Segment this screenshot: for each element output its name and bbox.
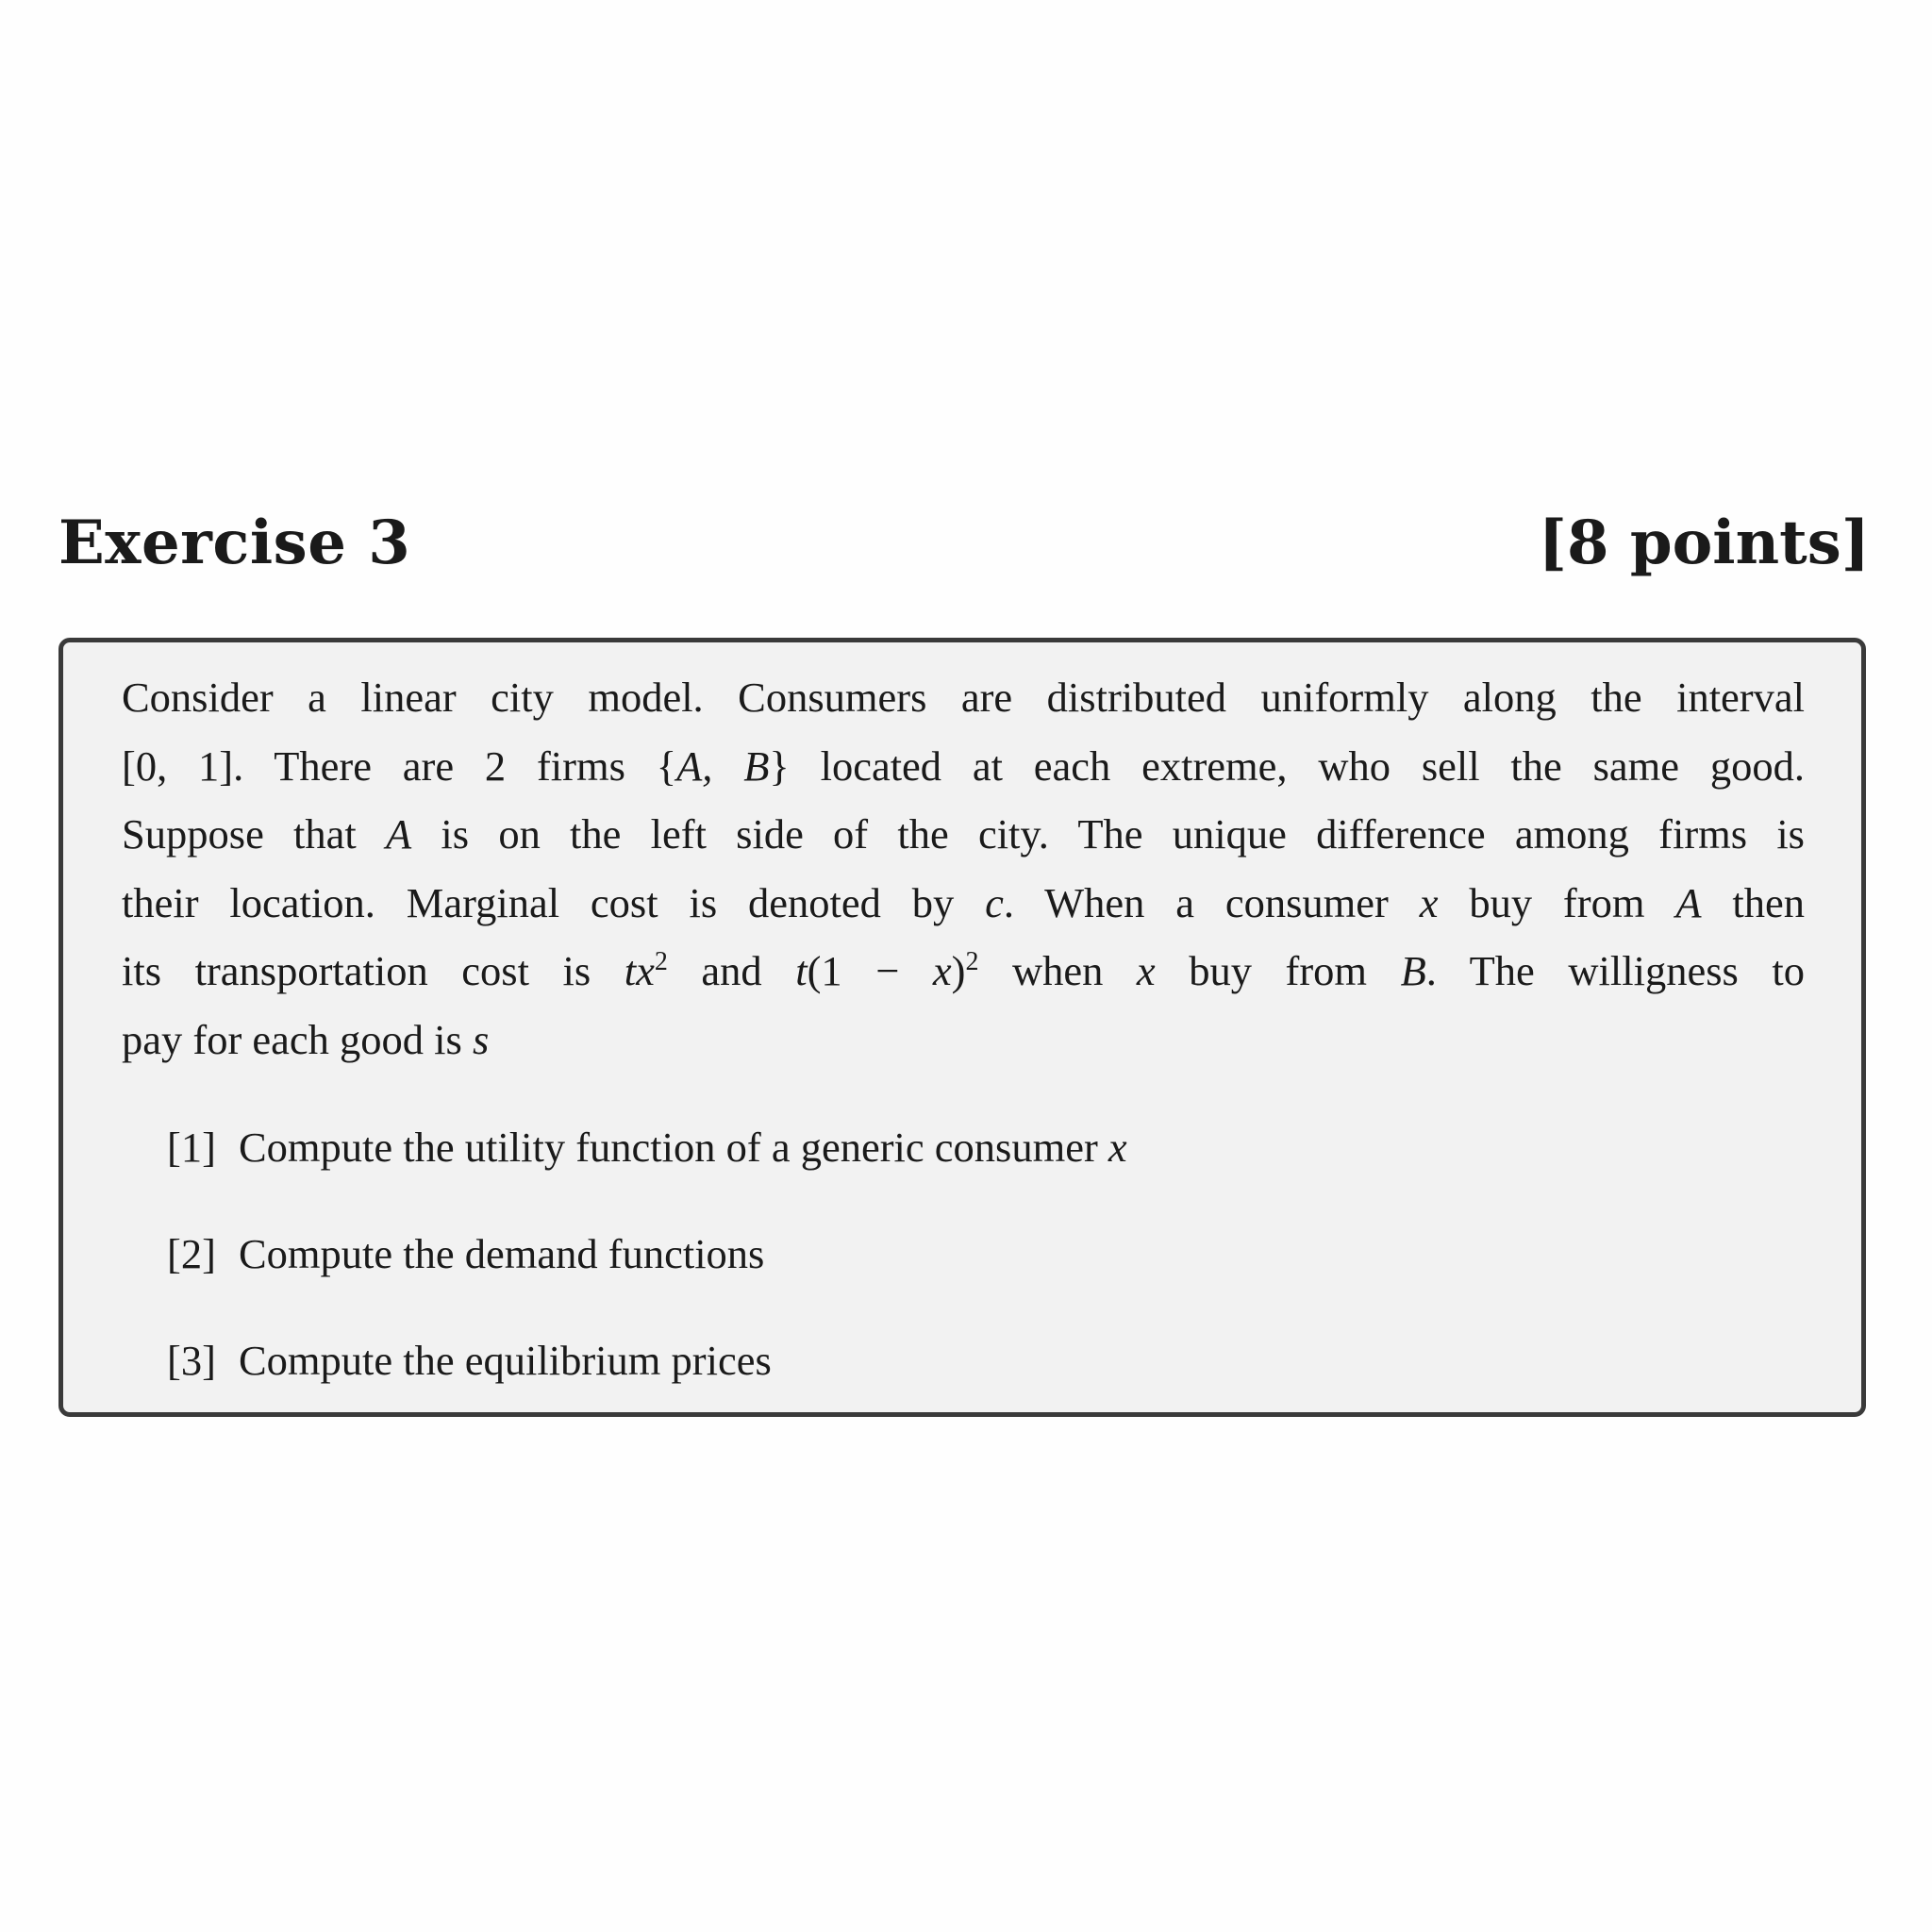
item-text: Compute the demand functions — [239, 1230, 765, 1277]
problem-box — [58, 638, 1866, 1417]
exercise-title: Exercise 3 — [58, 507, 411, 578]
item-text: Compute the equilibrium prices — [239, 1337, 772, 1384]
list-item — [167, 1332, 1805, 1439]
statement-line: Consider a linear city model. Consumers are distributed uniformly along the interval — [122, 674, 1805, 721]
question-list — [122, 1119, 1805, 1439]
item-text: Compute the utility function of a generic consumer x — [239, 1124, 1127, 1171]
exercise-points: [8 points] — [1538, 507, 1870, 578]
statement-line: its transportation cost is $tx^2$ and $t(1 - x)^2$ when x buy from B. The willigness to — [122, 947, 1805, 994]
statement-line: Suppose that A is on the left side of the city. The unique difference among firms is — [122, 810, 1805, 858]
item-number: [1] — [167, 1124, 216, 1171]
problem-statement — [122, 663, 1805, 1074]
exercise-header — [58, 500, 1870, 585]
item-number: [2] — [167, 1230, 216, 1277]
list-item — [167, 1225, 1805, 1332]
statement-line: [0, 1]. There are 2 firms {A, B} located at each extreme, who sell the same good. — [122, 741, 1805, 790]
list-item — [167, 1119, 1805, 1225]
statement-line: pay for each good is s — [122, 1015, 490, 1063]
item-number: [3] — [167, 1337, 216, 1384]
statement-line: their location. Marginal cost is denoted by c. When a consumer x buy from A then — [122, 878, 1805, 926]
